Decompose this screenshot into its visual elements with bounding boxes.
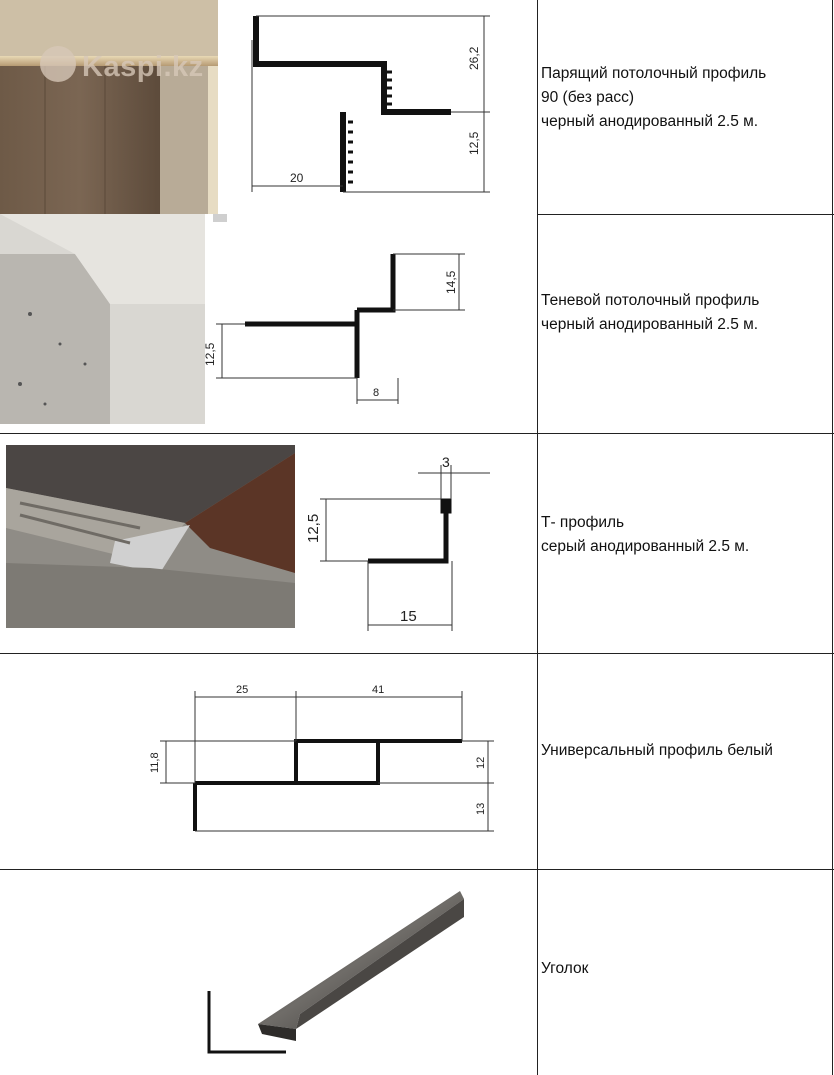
desc-line: черный анодированный 2.5 м. bbox=[541, 113, 759, 130]
desc-line: 90 (без расс) bbox=[541, 89, 635, 106]
dim-height-top: 26,2 bbox=[467, 46, 481, 70]
dim-width: 20 bbox=[290, 171, 304, 185]
profile-4-drawing bbox=[0, 653, 537, 869]
row-2-description bbox=[541, 289, 831, 337]
dim-width: 15 bbox=[400, 608, 417, 625]
desc-line: Универсальный профиль белый bbox=[541, 742, 773, 759]
profile-3-drawing bbox=[0, 433, 537, 653]
dim-height: 12,5 bbox=[305, 513, 322, 543]
desc-line: Парящий потолочный профиль bbox=[541, 65, 767, 82]
row-3-drawing bbox=[0, 433, 537, 653]
corner-profile-render bbox=[0, 869, 537, 1075]
desc-line: черный анодированный 2.5 м. bbox=[541, 316, 759, 333]
row-5-drawing bbox=[0, 869, 537, 1075]
dim-height-bottom: 12,5 bbox=[467, 131, 481, 155]
table-row bbox=[0, 0, 834, 214]
row-2-drawing bbox=[0, 214, 537, 433]
dim-right-top: 12 bbox=[475, 756, 487, 769]
desc-line: серый анодированный 2.5 м. bbox=[541, 538, 750, 555]
desc-line: Уголок bbox=[541, 960, 589, 977]
row-1-description bbox=[541, 62, 831, 134]
row-4-description bbox=[541, 739, 831, 763]
dim-width: 8 bbox=[373, 387, 380, 399]
table-row bbox=[0, 214, 834, 433]
row-1-drawing bbox=[0, 0, 537, 214]
row-3-description bbox=[541, 511, 831, 559]
dim-top: 3 bbox=[442, 454, 450, 470]
table-row bbox=[0, 869, 834, 1075]
dim-height-left: 12,5 bbox=[203, 342, 217, 366]
desc-line: Теневой потолочный профиль bbox=[541, 292, 760, 309]
dim-right-width: 41 bbox=[372, 684, 385, 696]
table-row bbox=[0, 653, 834, 869]
row-4-drawing bbox=[0, 653, 537, 869]
table-row bbox=[0, 433, 834, 653]
desc-line: Т- профиль bbox=[541, 514, 625, 531]
dim-height-top: 14,5 bbox=[444, 270, 458, 294]
dim-left-width: 25 bbox=[236, 684, 249, 696]
profile-1-drawing bbox=[0, 0, 537, 214]
row-5-description bbox=[541, 957, 831, 981]
dim-left-height: 11,8 bbox=[149, 752, 161, 773]
watermark-text: Kaspi.kz bbox=[82, 51, 204, 83]
dim-right-bottom: 13 bbox=[475, 802, 487, 815]
profile-2-drawing bbox=[0, 214, 537, 433]
